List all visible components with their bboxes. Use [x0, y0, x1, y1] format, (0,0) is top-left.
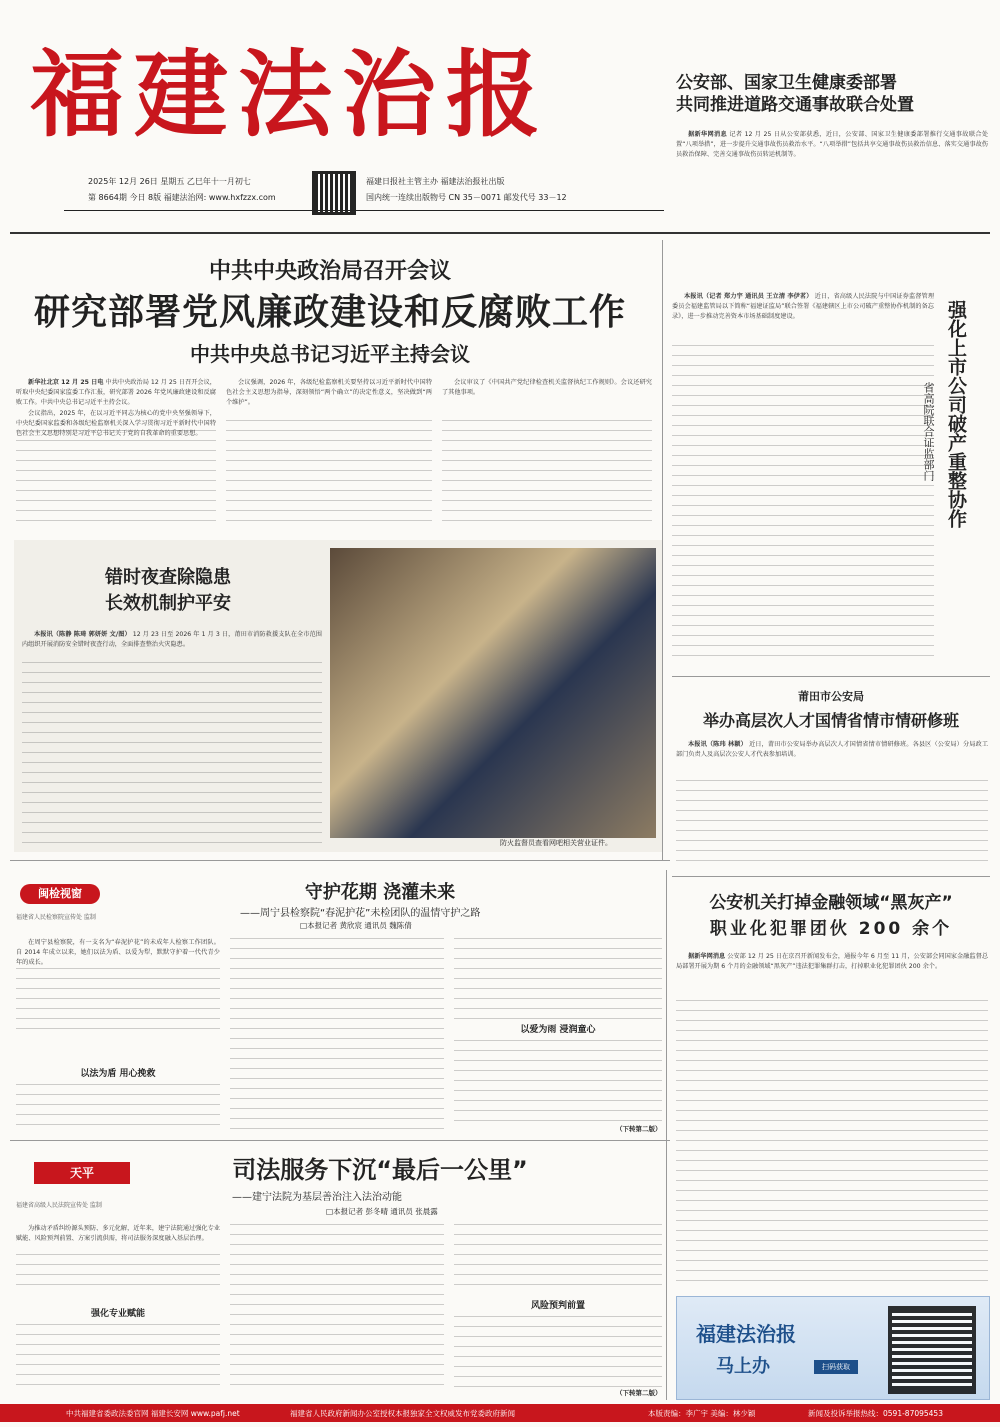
headline-sub: 中共中央总书记习近平主持会议	[190, 342, 470, 366]
promo-title: 福建法治报	[696, 1322, 796, 1346]
putian-kicker: 莆田市公安局	[798, 690, 864, 703]
column1-byline: □本报记者 黄欣宸 通讯员 魏陈倩	[300, 921, 412, 930]
finance-title-line1: 公安机关打掉金融领域“黑灰产”	[709, 893, 953, 913]
column2-badge: 天平	[34, 1162, 130, 1184]
column1-kicker: 守护花期 浇灌未来	[304, 882, 456, 903]
column2-body: 为推动矛盾纠纷源头预防、多元化解，近年来，建宁法院通过强化专业赋能、风险预判前置、方案引流供需，将司法服务深度融入基层治理。	[16, 1225, 220, 1243]
photo-story-byline: 本报讯（陈静 陈琦 郭妍妍 文/图）	[34, 631, 131, 638]
top-right-title-line2: 共同推进道路交通事故联合处置	[676, 95, 914, 115]
footer-editors: 本版责编：李广宇 美编：林少颖	[648, 1409, 756, 1418]
headline-kicker: 中共中央政治局召开会议	[208, 259, 451, 284]
column1-sub: ——周宁县检察院“春泥护花”未检团队的温情守护之路	[240, 908, 481, 919]
side-story-byline: 本报讯（记者 郑力宇 通讯员 王立清 李伊茗）	[684, 293, 813, 300]
photo-story-text: 12 月 23 日至 2026 年 1 月 3 日，莆田市消防救援支队在全市范围内组织开展消防安全错时夜查行动，全面排查整治火灾隐患。	[22, 631, 322, 649]
top-right-lead: 据新华网消息	[688, 131, 728, 138]
finance-text: 公安部 12 月 25 日在京召开新闻发布会，通报今年 6 月至 11 月，公安部会同国家金融监督总局部署开展为期 6 个月的金融领域“黑灰产”违法犯罪集群打击，打掉职业化犯罪团伙 200 余个。	[676, 953, 988, 971]
column2-byline: □本报记者 彭冬晴 通讯员 张晨露	[326, 1207, 438, 1216]
finance-title-line2: 职业化犯罪团伙 200 余个	[709, 919, 953, 939]
headline-lead: 新华社北京 12 月 25 日电	[28, 379, 104, 386]
column2-more: （下转第二版）	[616, 1389, 662, 1397]
photo-story-title	[28, 565, 308, 617]
headline-body3: 会议强调，2026 年，各级纪检监察机关要坚持以习近平新时代中国特色社会主义思想为指导，深刻领悟“两个确立”的决定性意义，坚决做到“两个维护”。	[226, 379, 432, 407]
promo-qr-icon	[888, 1306, 976, 1394]
putian-title: 举办高层次人才国情省情市情研修班	[702, 711, 959, 730]
footer-left: 中共福建省委政法委官网 福建长安网 www.pafj.net	[66, 1409, 240, 1418]
masthead-issue: 第 8664期 今日 8版 福建法治网: www.hxfzzx.com	[88, 193, 276, 202]
column2-heading1: 强化专业赋能	[90, 1309, 145, 1319]
footer-hotline: 新闻及投诉举报热线：0591-87095453	[808, 1409, 943, 1418]
column2-badge-sub: 福建省高级人民法院宣传处 监制	[16, 1202, 102, 1209]
photo-story-title-line1: 错时夜查除隐患	[105, 567, 231, 588]
column1-body: 在周宁县检察院，有一支名为“春泥护花”的未成年人检察工作团队。自 2014 年成立以来，她们以法为盾、以爱为犁，默默守护着一代代青少年的成长。	[16, 939, 220, 967]
column2-sub: ——建宁法院为基层善治注入法治动能	[232, 1192, 402, 1203]
masthead-sponsor: 福建日报社主管主办 福建法治报社出版	[366, 177, 505, 186]
top-right-title-line1: 公安部、国家卫生健康委部署	[676, 73, 897, 93]
finance-lead: 据新华网消息	[688, 953, 726, 960]
qr-code-icon	[312, 171, 356, 215]
masthead-date: 2025年 12月 26日 星期五 乙巳年十一月初七	[88, 177, 251, 186]
column2-kicker: 司法服务下沉“最后一公里”	[232, 1156, 528, 1184]
side-story-source: 省高院联合证监部门	[922, 382, 935, 481]
column1-heading2: 以爱为雨 浸润童心	[520, 1025, 596, 1035]
column1-heading1: 以法为盾 用心挽救	[80, 1069, 156, 1079]
column2-heading2: 风险预判前置	[530, 1301, 585, 1311]
side-story-text: 近日，省高级人民法院与中国证券监督管理委员会福建监管局以下简称“福建证监局”联合签署《福建辖区上市公司破产重整协作机制的备忘录》，进一步推动完善资本市场基础制度建设。	[672, 293, 934, 321]
photo-firefighters	[330, 548, 656, 838]
headline-body1: 中共中央政治局 12 月 25 日召开会议，听取中央纪委国家监委工作汇报，研究部署 2026 年党风廉政建设和反腐败工作。中共中央总书记习近平主持会议。	[16, 379, 216, 407]
putian-byline: 本报讯（陈玮 林颖）	[688, 741, 747, 748]
masthead-logo: 福建法治报	[30, 40, 551, 150]
masthead-codes: 国内统一连续出版物号 CN 35－0071 邮发代号 33－12	[366, 193, 567, 202]
column1-badge-sub: 福建省人民检察院宣传处 监制	[16, 914, 96, 921]
footer-mid: 福建省人民政府新闻办公室授权本报独家全文权威发布党委政府新闻	[290, 1409, 515, 1418]
promo-sub: 马上办	[716, 1356, 770, 1377]
column1-more: （下转第二版）	[616, 1125, 662, 1133]
promo-tag[interactable]: 扫码获取	[814, 1360, 858, 1374]
top-right-title	[676, 72, 986, 116]
side-story-title: 强化上市公司破产重整协作	[945, 300, 967, 528]
photo-story-title-line2: 长效机制护平安	[105, 593, 231, 614]
photo-caption: 防火监督员查看网吧相关营业证件。	[500, 839, 612, 847]
column1-badge: 闽检视窗	[20, 884, 100, 904]
top-right-body	[676, 130, 988, 225]
putian-text: 近日，莆田市公安局举办高层次人才国情省情市情研修班。各县区（公安局）分局政工部门负责人及高层次公安人才代表参加培训。	[676, 741, 988, 759]
headline-body2: 会议指出，2025 年，在以习近平同志为核心的党中央坚强领导下，中央纪委国家监委和各级纪检监察机关深入学习贯彻习近平新时代中国特色社会主义思想特别是习近平总书记关于党的自我革命的重要思想。	[16, 409, 216, 438]
top-right-text: 记者 12 月 25 日从公安部获悉，近日，公安部、国家卫生健康委部署推行交通事故联合处置“八项举措”，进一步提升交通事故伤员救治水平。“八项举措”包括共享交通事故伤员救治信息、落实交通事故伤员救治保障、完善交通事故伤员转运机制等。	[676, 131, 988, 159]
headline-main: 研究部署党风廉政建设和反腐败工作	[33, 292, 626, 333]
headline-body4: 会议审议了《中国共产党纪律检查机关监督执纪工作规则》。会议还研究了其他事项。	[442, 379, 652, 397]
